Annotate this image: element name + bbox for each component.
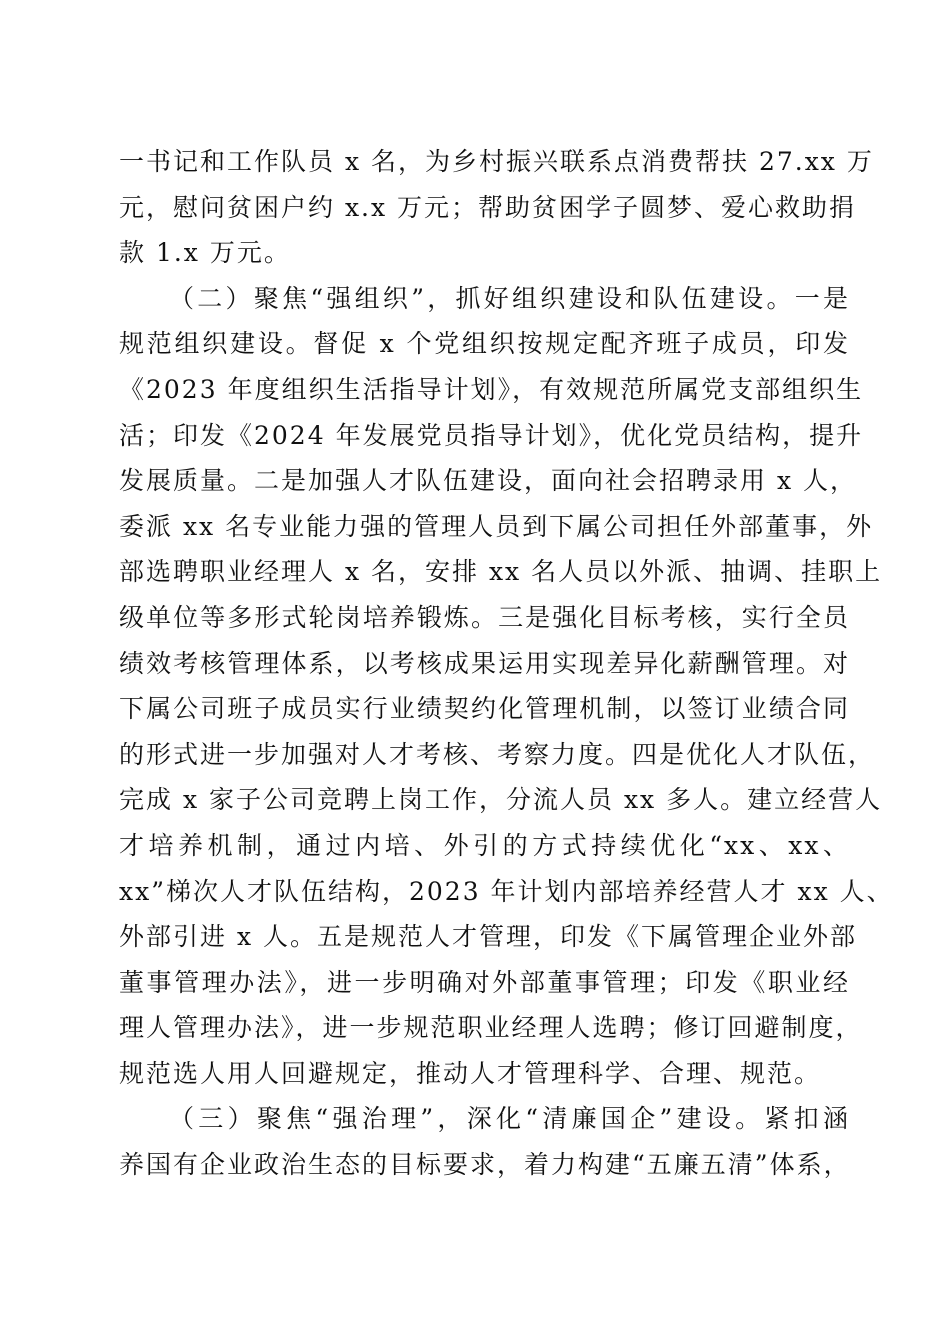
text-line: xx”梯次人才队伍结构，2023 年计划内部培养经营人才 xx 人、	[119, 876, 894, 906]
paragraph-3	[119, 1096, 850, 1187]
text-line: 级单位等多形式轮岗培养锻炼。三是强化目标考核，实行全员	[119, 602, 850, 632]
text-line: 部选聘职业经理人 x 名，安排 xx 名人员以外派、抽调、挂职上	[119, 557, 883, 587]
text-line: 《2023 年度组织生活指导计划》，有效规范所属党支部组织生	[119, 374, 864, 404]
text-line: 下属公司班子成员实行业绩契约化管理机制，以签订业绩合同	[119, 694, 850, 724]
text-line: 活；印发《2024 年发展党员指导计划》，优化党员结构，提升	[119, 420, 864, 450]
text-line: 绩效考核管理体系，以考核成果运用实现差异化薪酬管理。对	[119, 648, 850, 678]
text-line: 外部引进 x 人。五是规范人才管理，印发《下属管理企业外部	[119, 922, 857, 952]
text-line: 委派 xx 名专业能力强的管理人员到下属公司担任外部董事，外	[119, 511, 874, 541]
text-line: 养国有企业政治生态的目标要求，着力构建“五廉五清”体系，	[119, 1150, 851, 1180]
text-line: 理人管理办法》，进一步规范职业经理人选聘；修订回避制度，	[119, 1013, 863, 1043]
paragraph-2	[119, 276, 894, 1097]
text-line: 才培养机制，通过内培、外引的方式持续优化“xx、xx、	[119, 830, 850, 860]
paragraph-1	[119, 139, 874, 276]
text-line: （三）聚焦“强治理”，深化“清廉国企”建设。紧扣涵	[169, 1104, 850, 1134]
text-line: 元，慰问贫困户约 x.x 万元；帮助贫困学子圆梦、爱心救助捐	[119, 192, 857, 222]
text-line: 规范选人用人回避规定，推动人才管理科学、合理、规范。	[119, 1058, 822, 1088]
text-line: 的形式进一步加强对人才考核、考察力度。四是优化人才队伍，	[119, 739, 876, 769]
text-line: 董事管理办法》，进一步明确对外部董事管理；印发《职业经	[119, 967, 850, 997]
text-line: 完成 x 家子公司竞聘上岗工作，分流人员 xx 多人。建立经营人	[119, 785, 883, 815]
text-line: 款 1.x 万元。	[119, 238, 291, 268]
text-line: 规范组织建设。督促 x 个党组织按规定配齐班子成员，印发	[119, 329, 850, 359]
document-body	[119, 139, 894, 1188]
text-line: 一书记和工作队员 x 名，为乡村振兴联系点消费帮扶 27.xx 万	[119, 147, 874, 176]
text-line: （二）聚焦“强组织”，抓好组织建设和队伍建设。一是	[169, 283, 850, 313]
text-line: 发展质量。二是加强人才队伍建设，面向社会招聘录用 x 人，	[119, 466, 857, 496]
